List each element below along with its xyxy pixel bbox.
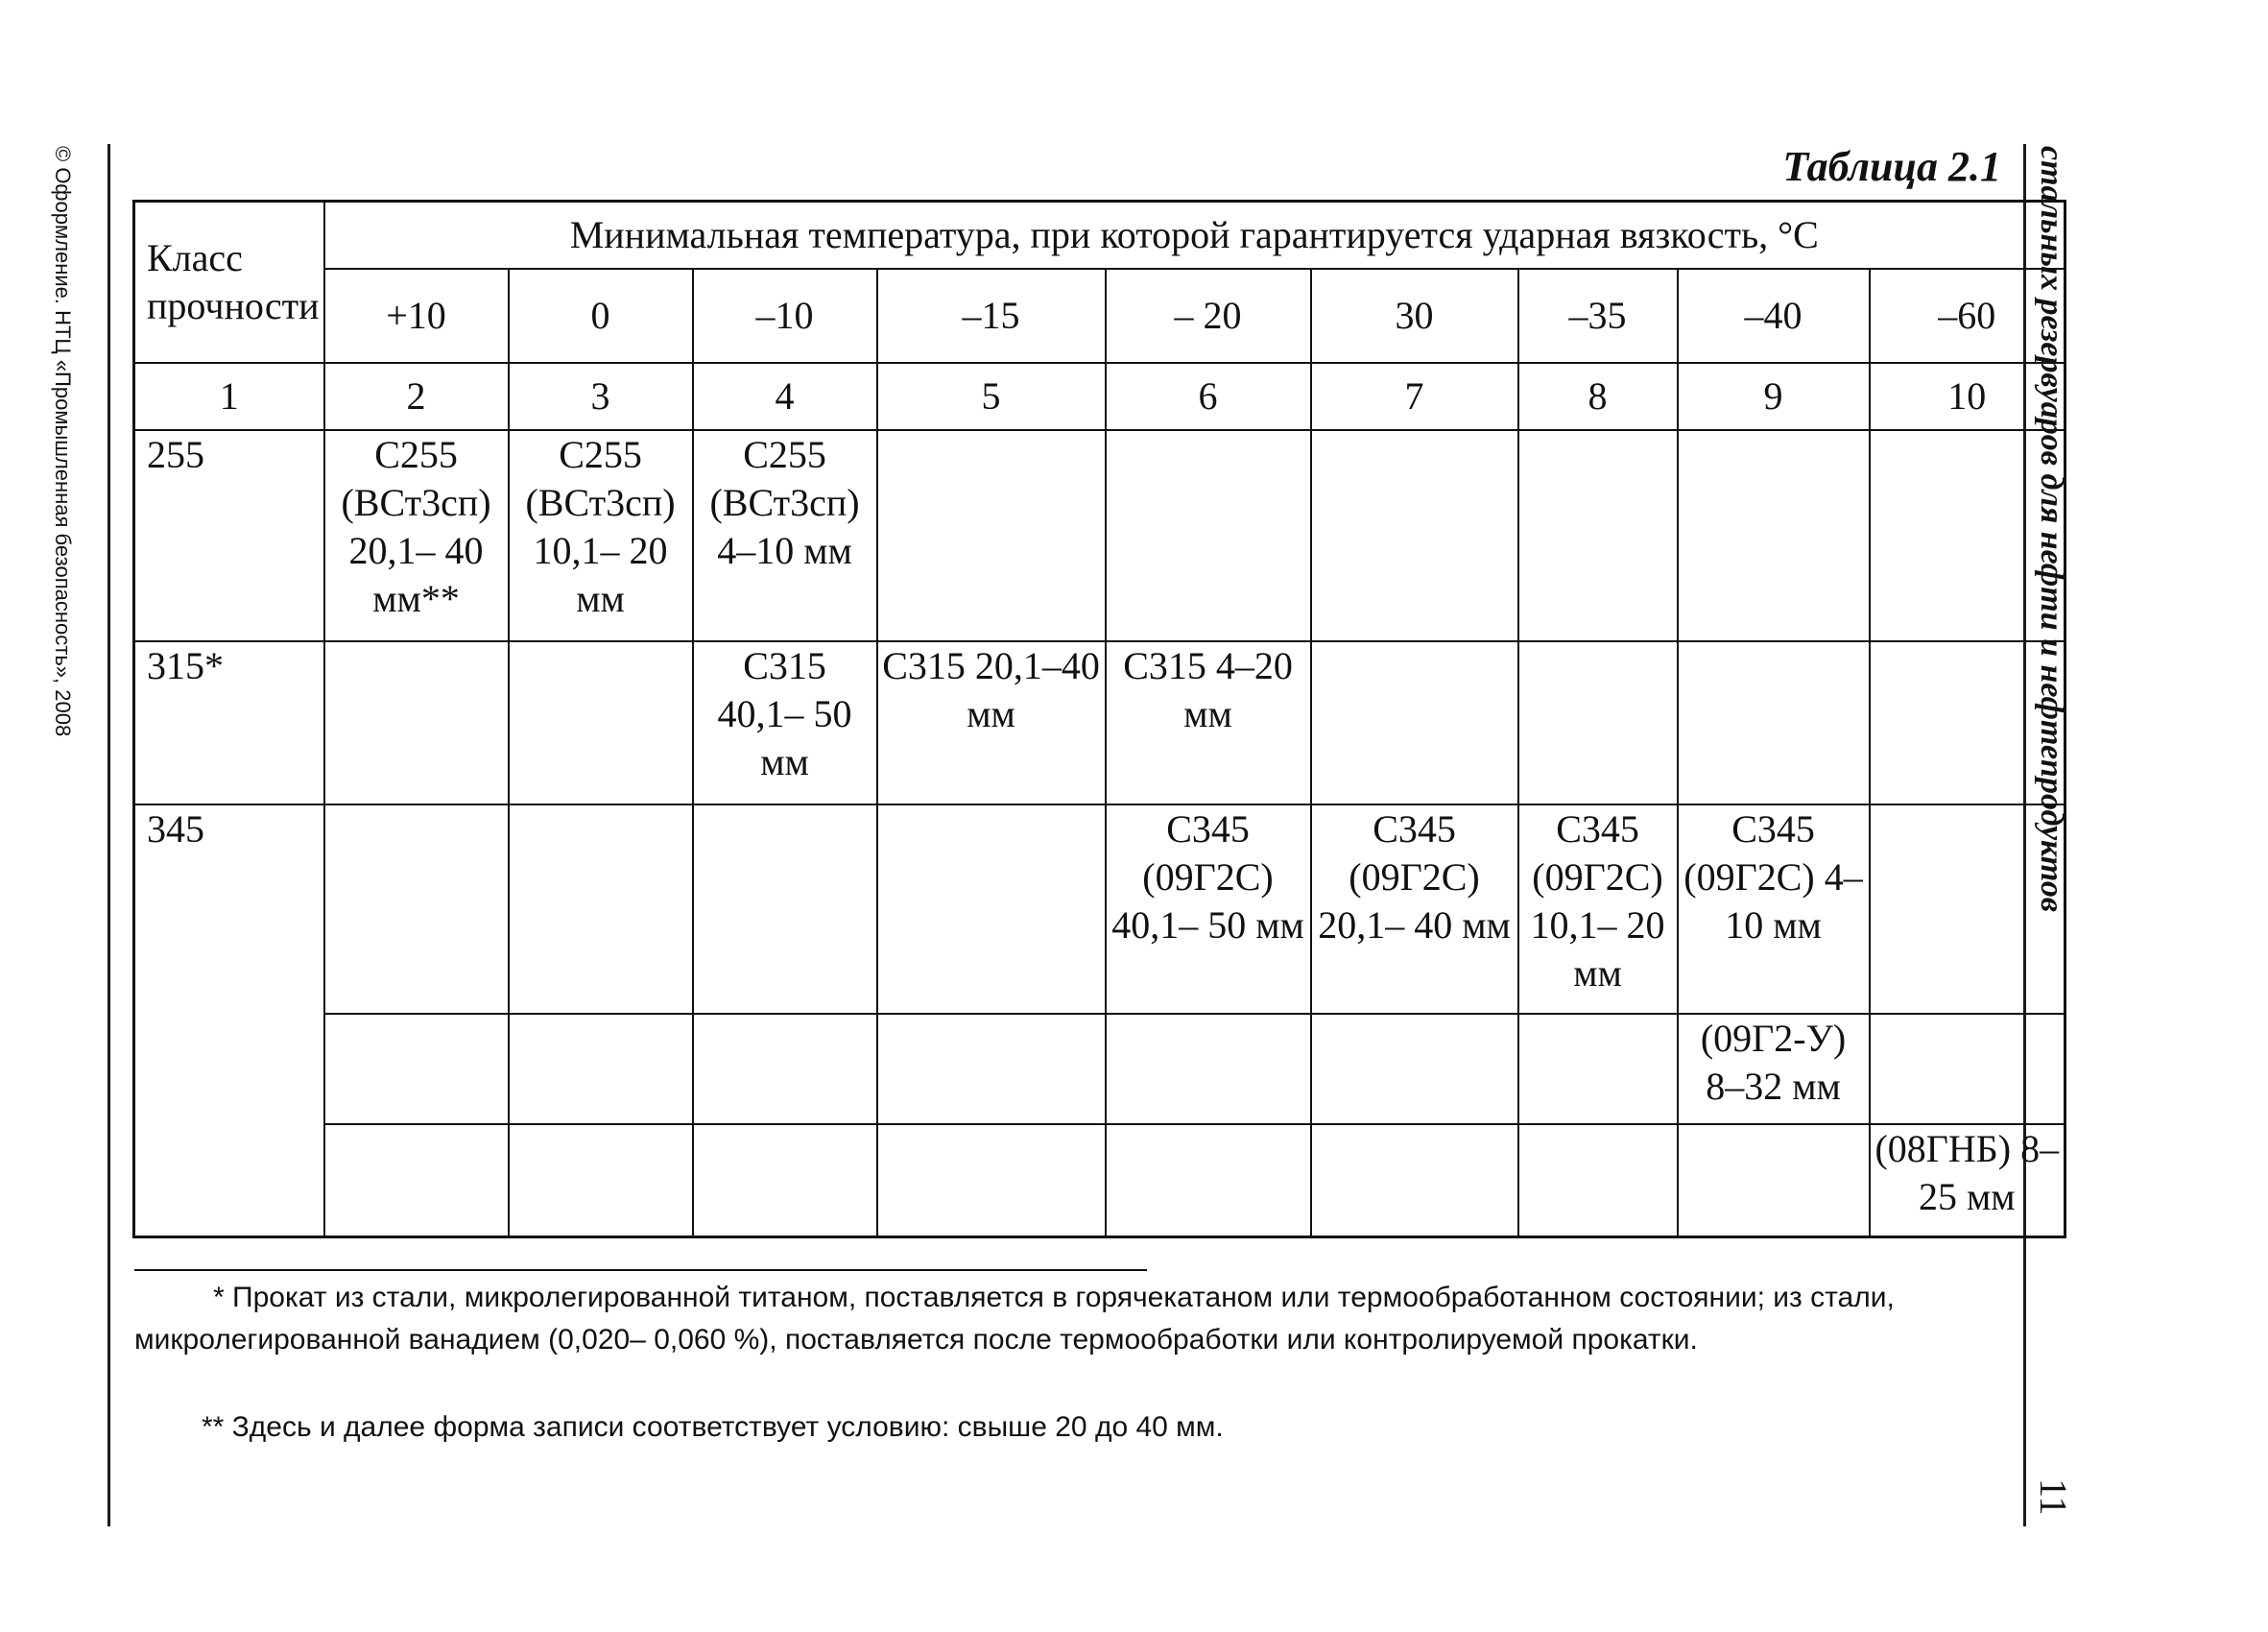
table-row <box>134 641 2065 804</box>
steel-cell: С315 4–20 мм <box>1106 641 1311 804</box>
steel-cell <box>324 1014 509 1124</box>
steel-cell <box>1678 641 1870 804</box>
class-cell: 345 <box>134 804 324 1237</box>
steel-cell <box>1518 430 1678 641</box>
steel-cell <box>1870 1014 2065 1124</box>
steel-cell <box>324 641 509 804</box>
page-number: 11 <box>2032 1478 2075 1516</box>
footnote-1: * Прокат из стали, микролегированной титаном, поставляется в горячекатаном или термообработанном состоянии; из стали, микролегированной ванадием (0,020– 0,060 %), поставляется после термообработки или контролируемой прокатки. <box>134 1282 1895 1356</box>
steel-cell: С315 20,1–40 мм <box>877 641 1106 804</box>
column-number: 4 <box>693 363 877 430</box>
steel-cell <box>1311 641 1518 804</box>
steel-cell <box>509 1124 693 1237</box>
steel-cell <box>693 804 877 1014</box>
column-number: 3 <box>509 363 693 430</box>
steel-cell <box>1678 1124 1870 1237</box>
steel-cell <box>1678 430 1870 641</box>
table-row <box>134 804 2065 1014</box>
steel-cell <box>693 1124 877 1237</box>
steel-cell <box>1518 641 1678 804</box>
steel-cell <box>509 641 693 804</box>
table-caption: Таблица 2.1 <box>1782 143 2001 190</box>
column-number: 5 <box>877 363 1106 430</box>
table-row <box>134 1124 2065 1237</box>
column-number: 6 <box>1106 363 1311 430</box>
table-row <box>134 1014 2065 1124</box>
temp-cell: 0 <box>509 269 693 363</box>
steel-cell <box>324 1124 509 1237</box>
steel-cell: С255 (ВСт3сп) 4–10 мм <box>693 430 877 641</box>
steel-cell: (08ГНБ) 8–25 мм <box>1870 1124 2065 1237</box>
column-number: 9 <box>1678 363 1870 430</box>
temp-cell: –60 <box>1870 269 2065 363</box>
steel-cell <box>1106 1124 1311 1237</box>
left-margin-line <box>107 144 110 1526</box>
steel-cell: С345 (09Г2С) 4–10 мм <box>1678 804 1870 1014</box>
steel-cell: С345 (09Г2С) 40,1– 50 мм <box>1106 804 1311 1014</box>
steel-cell <box>1870 430 2065 641</box>
steel-cell: С345 (09Г2С) 20,1– 40 мм <box>1311 804 1518 1014</box>
steel-cell <box>324 804 509 1014</box>
steel-cell <box>1870 641 2065 804</box>
footnote-rule <box>134 1269 1147 1271</box>
steel-cell <box>877 430 1106 641</box>
temp-cell: 30 <box>1311 269 1518 363</box>
steel-cell <box>1106 1014 1311 1124</box>
column-number: 1 <box>134 363 324 430</box>
steel-cell: С315 40,1– 50 мм <box>693 641 877 804</box>
class-cell: 315* <box>134 641 324 804</box>
column-number: 7 <box>1311 363 1518 430</box>
class-header: Класс прочности <box>134 202 324 363</box>
steel-cell: С255 (ВСт3сп) 10,1– 20 мм <box>509 430 693 641</box>
steel-cell <box>1870 804 2065 1014</box>
steel-cell <box>1518 1014 1678 1124</box>
column-number: 2 <box>324 363 509 430</box>
steel-cell <box>693 1014 877 1124</box>
column-number: 10 <box>1870 363 2065 430</box>
steel-cell <box>1311 430 1518 641</box>
steel-cell: (09Г2-У) 8–32 мм <box>1678 1014 1870 1124</box>
temp-cell: –35 <box>1518 269 1678 363</box>
temperature-header: Минимальная температура, при которой гарантируется ударная вязкость, °С <box>324 202 2065 269</box>
temp-cell: – 20 <box>1106 269 1311 363</box>
temp-cell: –40 <box>1678 269 1870 363</box>
steel-cell <box>877 1014 1106 1124</box>
steel-cell <box>877 804 1106 1014</box>
temp-cell: –15 <box>877 269 1106 363</box>
running-header-side-text: стальных резервуаров для нефти и нефтепродуктов <box>2034 146 2069 913</box>
column-number: 8 <box>1518 363 1678 430</box>
steel-cell <box>877 1124 1106 1237</box>
steel-cell <box>509 804 693 1014</box>
class-cell: 255 <box>134 430 324 641</box>
copyright-side-text: © Оформление. НТЦ «Промышленная безопасность», 2008 <box>51 146 75 737</box>
steel-cell: С255 (ВСт3сп) 20,1– 40 мм** <box>324 430 509 641</box>
footnote-2: ** Здесь и далее форма записи соответствует условию: свыше 20 до 40 мм. <box>202 1411 1224 1443</box>
temp-cell: +10 <box>324 269 509 363</box>
steel-cell: С345 (09Г2С) 10,1– 20 мм <box>1518 804 1678 1014</box>
steel-cell <box>509 1014 693 1124</box>
steel-toughness-table <box>132 200 2066 1238</box>
steel-cell <box>1311 1124 1518 1237</box>
steel-cell <box>1106 430 1311 641</box>
temp-cell: –10 <box>693 269 877 363</box>
steel-cell <box>1311 1014 1518 1124</box>
steel-cell <box>1518 1124 1678 1237</box>
table-row <box>134 430 2065 641</box>
